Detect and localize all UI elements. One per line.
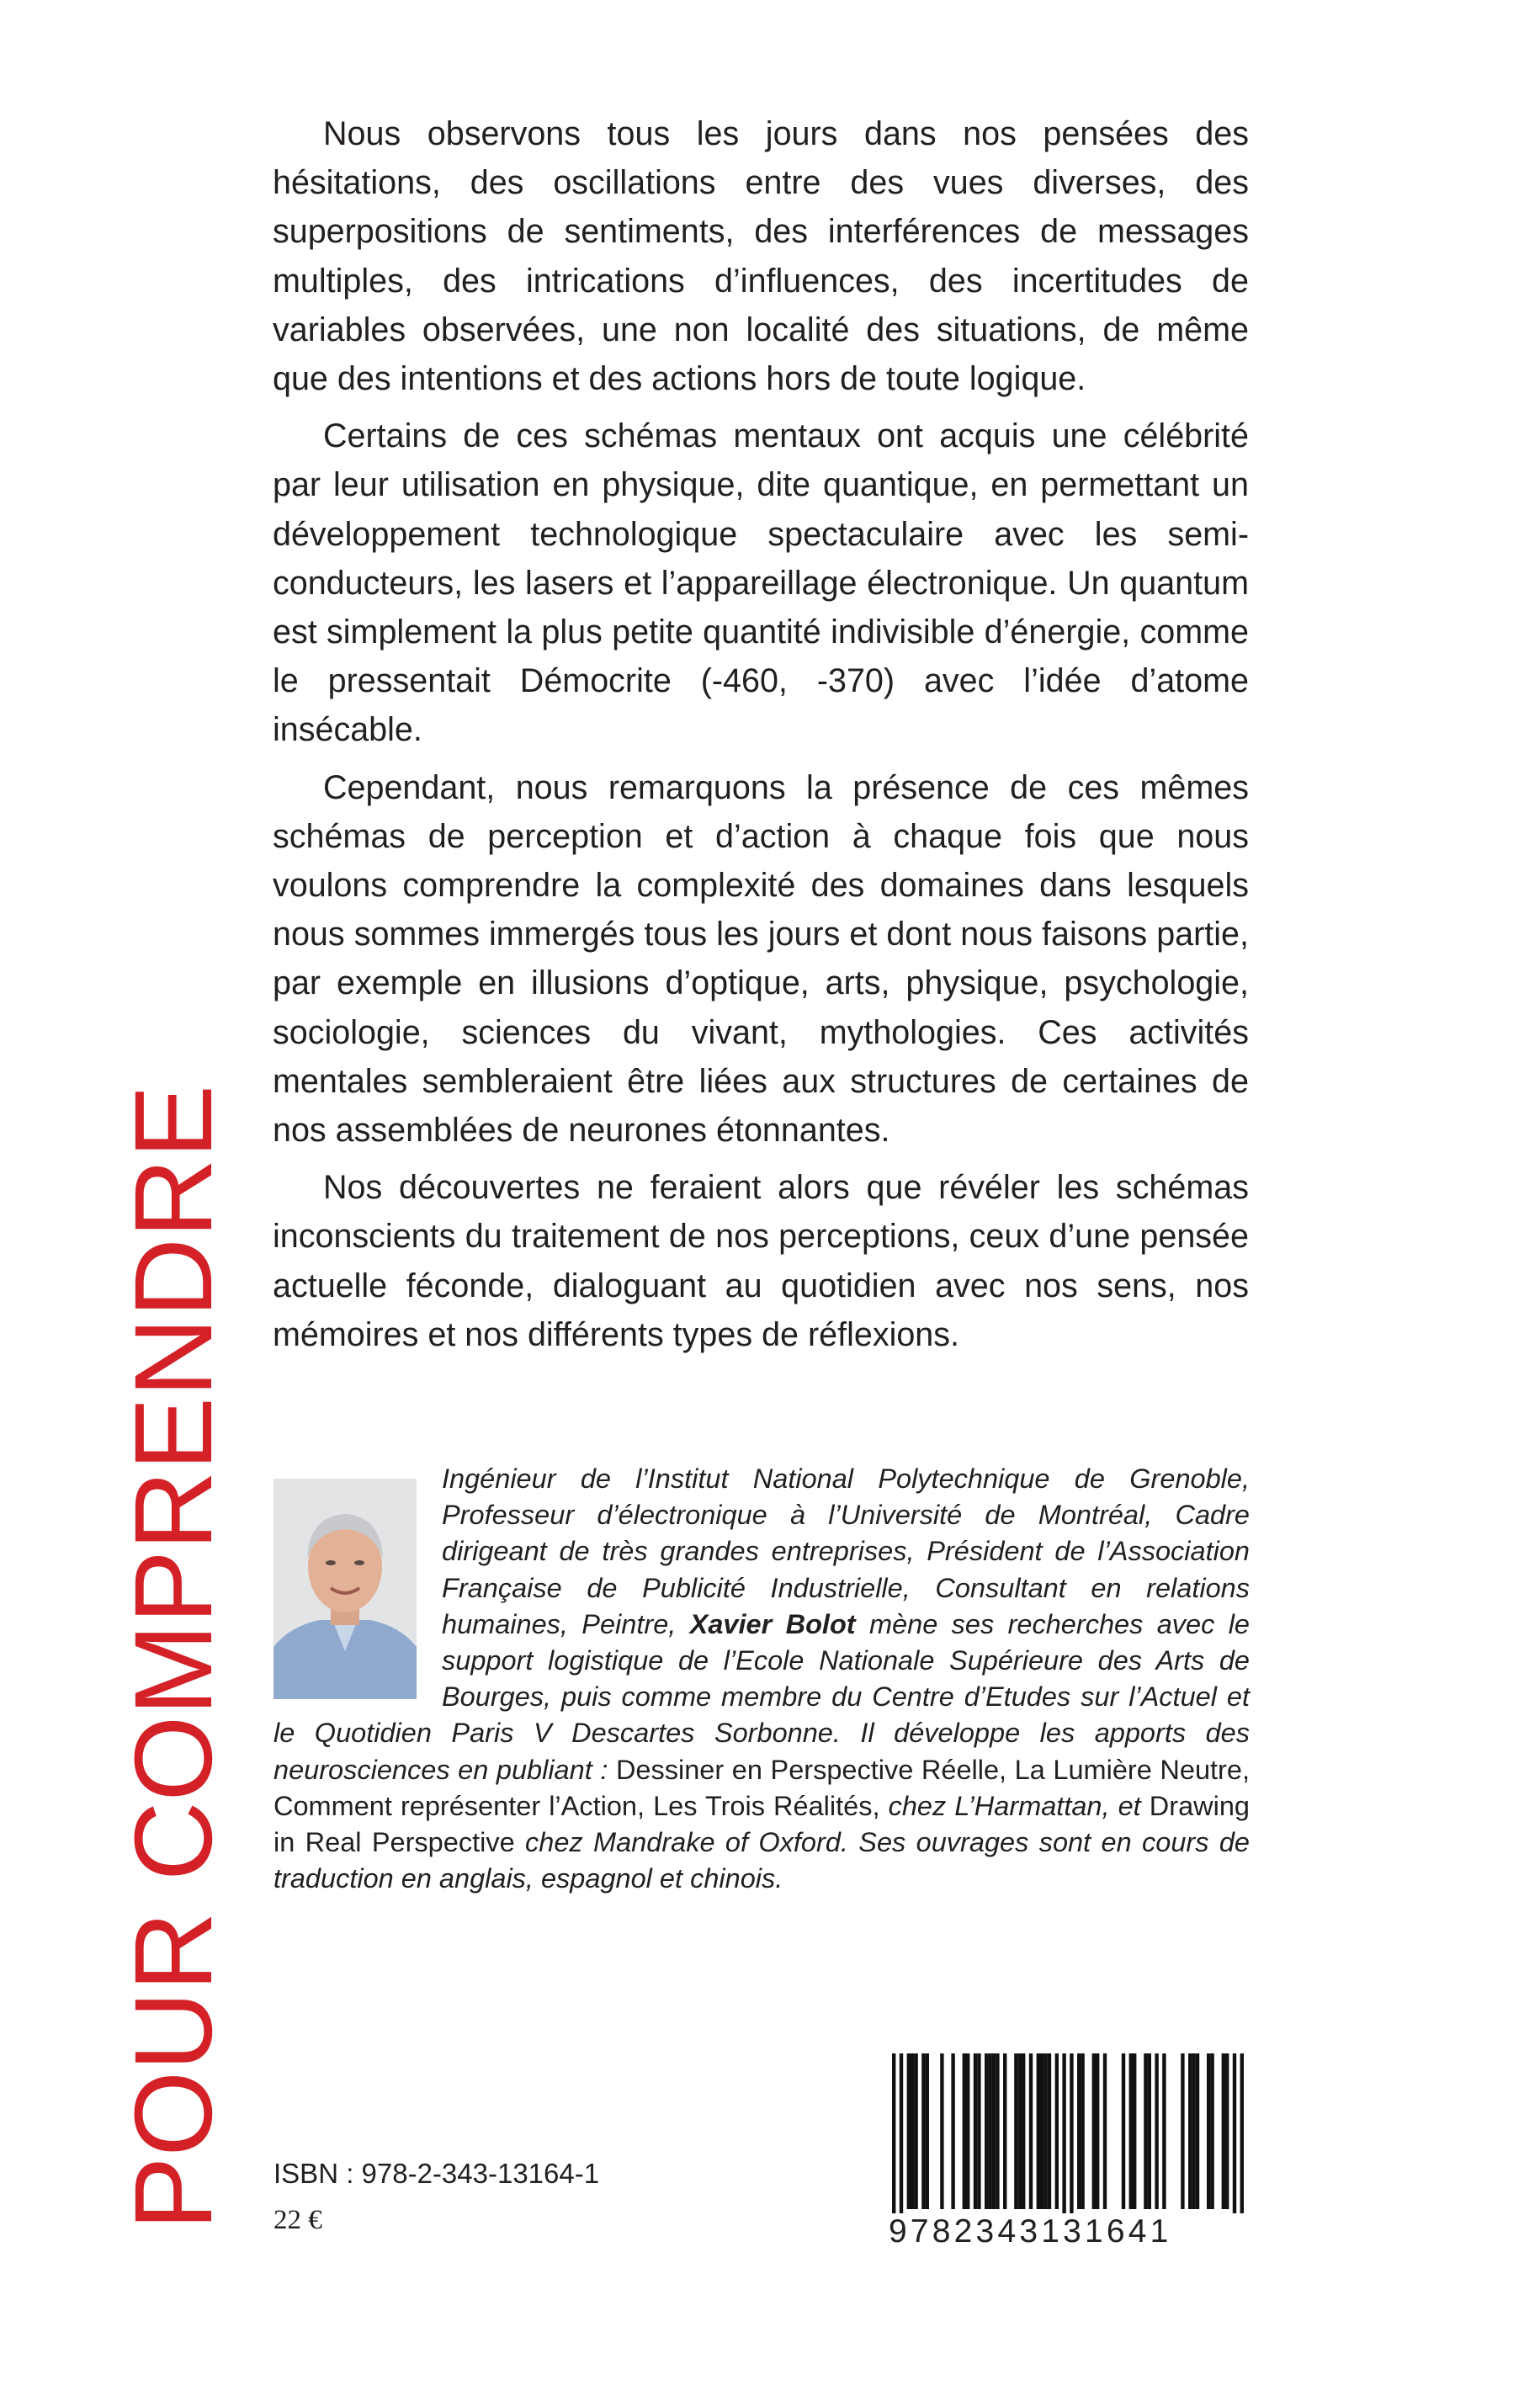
summary-paragraph-4: Nos découvertes ne feraient alors que révéler les schémas inconscients du traitement de nos perceptions, ceux d’une pensée actuelle féconde, dialoguant au quotidien avec nos sens, nos mémoires et nos différents types de réflexions. [273,1169,1249,1353]
bio-publisher-1: chez L’Harmattan, et [888,1790,1141,1821]
author-biography [273,1461,1250,1897]
barcode-bar [914,2053,917,2209]
barcode-bar [900,2053,903,2226]
barcode-bar [988,2053,991,2209]
barcode-bar [996,2053,999,2209]
barcode-bar [1122,2053,1125,2209]
summary-paragraph-2: Certains de ces schémas mentaux ont acquis une célébrité par leur utilisation en physique, dite quantique, en permettant un développement technologique spectaculaire avec les semi-conducteurs, les lasers et l’appareillage électronique. Un quantum est simplement la plus petite quantité indivisible d’énergie, comme le pressentait Démocrite (-460, -370) avec l’idée d’atome insécable. [273,417,1249,749]
barcode-bar [992,2053,996,2209]
isbn: ISBN : 978-2-343-13164-1 [273,2158,600,2189]
barcode-bar [1148,2053,1151,2209]
barcode-bar [963,2053,966,2209]
barcode-bar [1210,2053,1213,2209]
barcode-bar [911,2053,914,2209]
bio-middle: mène ses recherches avec le support logistique de l’Ecole Nationale Supérieure des Arts de Bourges, puis comme membre du Centre d’Etudes sur l’Actuel et le Quotidien Paris V Descartes Sorbonne. Il développe les apports des neurosciences en publiant : [273,1608,1251,1785]
barcode-bar [1144,2053,1147,2209]
barcode-bar [951,2053,954,2209]
barcode-bar [1040,2053,1043,2209]
barcode-bar [1192,2053,1195,2209]
barcode-bar [1162,2053,1166,2209]
barcode-bar [977,2053,980,2209]
barcode-bar [1188,2053,1192,2209]
summary-paragraph-1: Nous observons tous les jours dans nos pensées des hésitations, des oscillations entre des vues diverses, des superpositions de sentiments, des interférences de messages multiples, des intrications d’influences, des incertitudes de variables observées, une non localité des situations, de même que des intentions et des actions hors de toute logique. [273,115,1249,398]
barcode-bar [1018,2053,1022,2209]
barcode-bar [1233,2053,1236,2226]
barcode-bar [1181,2053,1184,2209]
photo-spacer [273,1461,442,1713]
barcode-bar [1029,2053,1033,2209]
bio-works-2: Drawing in Real Perspective [273,1790,1251,1858]
barcode-bar [926,2053,929,2209]
bio-intro: Ingénieur de l’Institut National Polytechnique de Grenoble, Professeur d’électronique à l’Université de Montréal, Cadre dirigeant de très grandes entreprises, Président de l’Association Française de Publicité Industrielle, Consultant en relations humaines, Peintre, [442,1463,1250,1639]
barcode-bar [1043,2053,1047,2209]
barcode-bar [974,2053,977,2209]
barcode-bar [940,2053,943,2209]
barcode-bar [985,2053,988,2209]
barcode-bar [1014,2053,1017,2209]
barcode-bar [1077,2053,1081,2209]
bio-works-1: Dessiner en Perspective Réelle, La Lumière Neutre, Comment représenter l’Action, Les Trois Réalités, [273,1754,1250,1821]
barcode-bar [1207,2053,1210,2209]
summary-paragraph-3: Cependant, nous remarquons la présence de ces mêmes schémas de perception et d’action à chaque fois que nous voulons comprendre la complexité des domaines dans lesquels nous sommes immergés tous les jours et dont nous faisons partie, par exemple en illusions d’optique, arts, physique, psychologie, sociologie, sciences du vivant, mythologies. Ces activités mentales sembleraient être liées aux structures de certaines de nos assemblées de neurones étonnantes. [273,768,1249,1150]
author-name: Xavier Bolot [689,1608,856,1639]
barcode-bar [1055,2053,1059,2209]
barcode-bar [1155,2053,1158,2209]
barcode-bar [966,2053,969,2209]
barcode-bar [892,2053,895,2226]
barcode-bar [1070,2053,1073,2226]
barcode-bar [1096,2053,1099,2209]
barcode-bar [1003,2053,1006,2209]
price: 22 € [273,2205,322,2235]
barcode-bar [1048,2053,1051,2209]
barcode-bar [1133,2053,1136,2209]
barcode-bar [1022,2053,1025,2209]
back-cover-summary [273,109,1249,1368]
barcode-bar [907,2053,911,2209]
series-title: POUR COMPRENDRE [111,1084,235,2230]
barcode-bar [1129,2053,1133,2209]
barcode-bar [1062,2053,1065,2226]
barcode-bar [1225,2053,1229,2209]
barcode-bar [1196,2053,1199,2209]
barcode-bar [1037,2053,1040,2209]
barcode-bar [1092,2053,1096,2209]
barcode-bar [921,2053,925,2209]
barcode-bar [1081,2053,1084,2209]
barcode-bar [1103,2053,1107,2209]
barcode-digits: 9782343131641 [889,2213,1251,2250]
bio-publisher-2: chez Mandrake of Oxford. Ses ouvrages sont en cours de traduction en anglais, espagnol et chinois. [273,1827,1250,1894]
barcode-bar [1222,2053,1225,2209]
barcode-bar [1240,2053,1244,2226]
